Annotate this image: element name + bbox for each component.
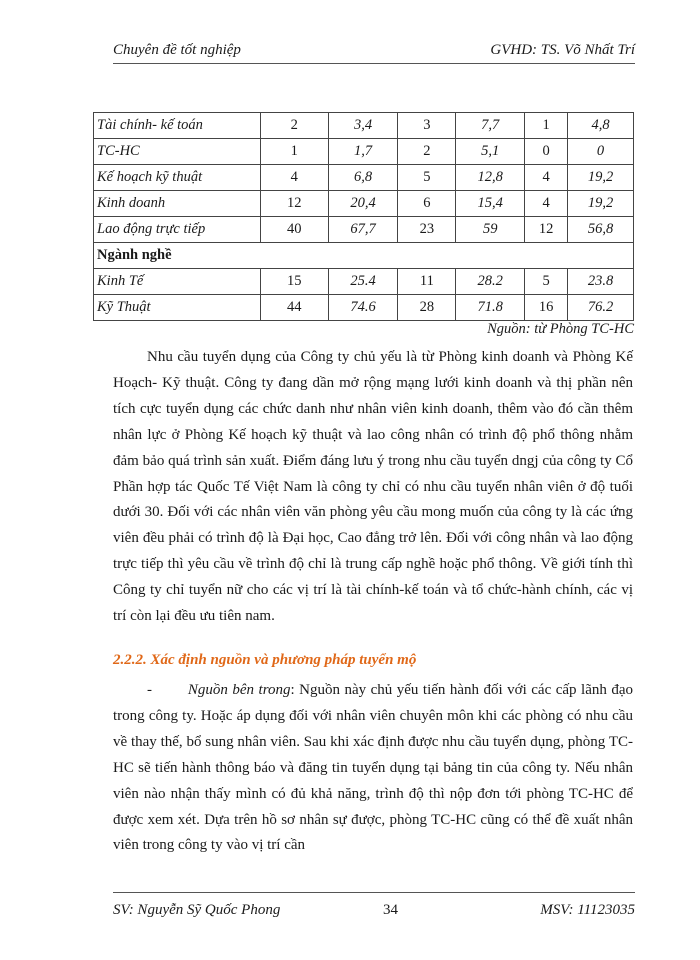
table-row [94, 269, 634, 295]
recruitment-needs-paragraph: Nhu cầu tuyển dụng của Công ty chủ yếu là từ Phòng kinh doanh và Phòng Kế Hoạch- Kỹ thuật. Công ty đang dần mở rộng mạng lưới kinh doanh và thị phần nên tích cực tuyển dụng các chức danh như nhân viên kinh doanh, thêm vào đó cần thêm nhân lực ở Phòng Kế hoạch kỹ thuật và lao công nhân có trình độ phổ thông nhằm đảm bảo quá trình sản xuất. Điểm đáng lưu ý trong nhu cầu tuyển dngj của công ty Cổ Phần hợp tác Quốc Tế Việt Nam là công ty chỉ có nhu cầu tuyển nhân viên ở độ tuổi dưới 30. Đối với các nhân viên văn phòng yêu cầu mong muốn của công ty là các ứng viên đều phải có trình độ là Đại học, Cao đẳng trở lên. Đối với công nhân và lao động trực tiếp thì yêu cầu về trình độ chỉ là trung cấp nghề hoặc phổ thông. Về giới tính thì Công ty chỉ tuyển nữ cho các vị trí là tài chính-kế toán và tổ chức-hành chính, các vị trí còn lại đều ưu tiên nam. [113, 349, 633, 625]
percent-cell: 76.2 [568, 295, 634, 321]
count-cell: 2 [260, 113, 328, 139]
percent-cell: 19,2 [568, 165, 634, 191]
count-cell: 11 [398, 269, 456, 295]
count-cell: 28 [398, 295, 456, 321]
count-cell: 2 [398, 139, 456, 165]
count-cell: 12 [260, 191, 328, 217]
count-cell: 1 [260, 139, 328, 165]
header-rule [113, 63, 635, 64]
percent-cell: 56,8 [568, 217, 634, 243]
count-cell: 5 [525, 269, 568, 295]
percent-cell: 7,7 [456, 113, 525, 139]
percent-cell: 59 [456, 217, 525, 243]
count-cell: 3 [398, 113, 456, 139]
percent-cell: 28.2 [456, 269, 525, 295]
row-label: TC-HC [94, 139, 261, 165]
percent-cell: 23.8 [568, 269, 634, 295]
table-row [94, 217, 634, 243]
internal-source-text: : Nguồn này chủ yếu tiến hành đối với các cấp lãnh đạo trong công ty. Hoặc áp dụng đối với nhân viên chuyên môn khi các phòng có nhu cầu về thay thế, bổ sung nhân viên. Sau khi xác định được nhu cầu tuyển dụng, phòng TC-HC sẽ tiến hành thông báo và đăng tin tuyển dụng tại bảng tin của công ty. Nếu nhân viên nào nhận thấy mình có đủ khả năng, trình độ thì nộp đơn tới phòng TC-HC để được xem xét. Dựa trên hồ sơ nhân sự được, phòng TC-HC cũng có thể đề xuất nhân viên trong công ty vào vị trí cần [113, 682, 634, 854]
count-cell: 23 [398, 217, 456, 243]
percent-cell: 74.6 [328, 295, 398, 321]
count-cell: 44 [260, 295, 328, 321]
row-label: Kinh doanh [94, 191, 261, 217]
count-cell: 12 [525, 217, 568, 243]
footer-rule [113, 892, 635, 893]
footer-student-id: MSV: 11123035 [540, 902, 635, 918]
percent-cell: 12,8 [456, 165, 525, 191]
table-source-note: Nguồn: từ Phòng TC-HC [487, 321, 634, 337]
row-label: Tài chính- kế toán [94, 113, 261, 139]
count-cell: 4 [525, 165, 568, 191]
count-cell: 0 [525, 139, 568, 165]
section-heading: 2.2.2. Xác định nguồn và phương pháp tuyển mộ [113, 652, 417, 668]
percent-cell: 19,2 [568, 191, 634, 217]
count-cell: 16 [525, 295, 568, 321]
header-document-title: Chuyên đề tốt nghiệp [113, 42, 241, 58]
row-label: Kinh Tế [94, 269, 261, 295]
count-cell: 40 [260, 217, 328, 243]
page-number: 34 [383, 902, 398, 918]
percent-cell: 15,4 [456, 191, 525, 217]
percent-cell: 25.4 [328, 269, 398, 295]
row-label: Kỹ Thuật [94, 295, 261, 321]
percent-cell: 1,7 [328, 139, 398, 165]
table-row [94, 191, 634, 217]
page-header [113, 36, 635, 64]
count-cell: 15 [260, 269, 328, 295]
percent-cell: 71.8 [456, 295, 525, 321]
count-cell: 4 [525, 191, 568, 217]
table-section-row [94, 243, 634, 269]
count-cell: 1 [525, 113, 568, 139]
table-row [94, 295, 634, 321]
footer-student-name: SV: Nguyễn Sỹ Quốc Phong [113, 902, 281, 918]
table-row [94, 139, 634, 165]
table-row [94, 165, 634, 191]
page-footer [113, 892, 635, 922]
percent-cell: 3,4 [328, 113, 398, 139]
percent-cell: 5,1 [456, 139, 525, 165]
percent-cell: 67,7 [328, 217, 398, 243]
internal-source-lead: Nguồn bên trong [187, 682, 291, 698]
bullet-dash: - [147, 682, 152, 698]
row-label: Kế hoạch kỹ thuật [94, 165, 261, 191]
percent-cell: 4,8 [568, 113, 634, 139]
internal-source-paragraph [113, 678, 633, 859]
percent-cell: 0 [568, 139, 634, 165]
staff-statistics-table [93, 112, 634, 321]
table-row [94, 113, 634, 139]
count-cell: 4 [260, 165, 328, 191]
section-label: Ngành nghề [94, 243, 634, 269]
count-cell: 6 [398, 191, 456, 217]
row-label: Lao động trực tiếp [94, 217, 261, 243]
count-cell: 5 [398, 165, 456, 191]
percent-cell: 20,4 [328, 191, 398, 217]
percent-cell: 6,8 [328, 165, 398, 191]
header-advisor: GVHD: TS. Võ Nhất Trí [490, 42, 635, 58]
